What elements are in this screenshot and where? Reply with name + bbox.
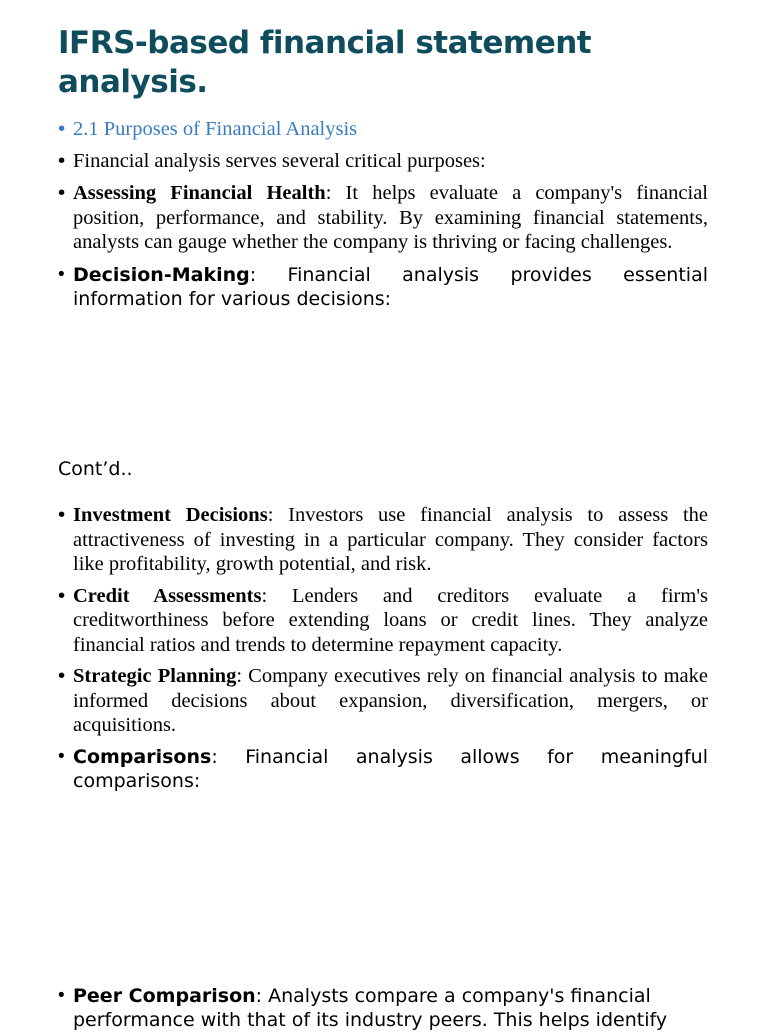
bullet-icon: • bbox=[58, 117, 66, 140]
item-term: Decision-Making bbox=[73, 263, 250, 286]
slide-1-bullet-list bbox=[58, 117, 708, 311]
item-term: Strategic Planning bbox=[73, 665, 237, 687]
bullet-icon: • bbox=[58, 181, 66, 204]
subheading-text: 2.1 Purposes of Financial Analysis bbox=[73, 118, 358, 140]
item-text: : It helps evaluate a company's financial position, performance, and stability. By examining financial statements, analysts can gauge whether the company is thriving or facing challenges. bbox=[73, 182, 709, 253]
list-item-intro bbox=[58, 149, 708, 174]
item-text: : Company executives rely on financial analysis to make informed decisions about expansion, diversification, mergers, or acquisitions. bbox=[73, 665, 708, 736]
bullet-icon: • bbox=[58, 583, 66, 607]
item-text: : Analysts compare a company's financial performance with that of its industry peers. This helps identify bbox=[73, 985, 668, 1031]
list-item-subheading bbox=[58, 117, 708, 142]
list-item-investment-decisions bbox=[58, 503, 708, 577]
item-text: : Financial analysis allows for meaningful comparisons: bbox=[73, 745, 708, 792]
bullet-icon: • bbox=[58, 503, 66, 526]
continued-heading: Cont’d.. bbox=[58, 458, 133, 480]
item-term: Peer Comparison bbox=[73, 985, 256, 1007]
bullet-icon: • bbox=[58, 664, 66, 687]
slide-2-bullet-list bbox=[58, 503, 708, 793]
item-term: Investment Decisions bbox=[73, 504, 268, 526]
list-item-comparisons bbox=[58, 745, 708, 793]
item-text: : Investors use financial analysis to assess the attractiveness of investing in a particular company. They consider factors like profitability, growth potential, and risk. bbox=[73, 504, 709, 575]
list-item-decision-making bbox=[58, 263, 708, 311]
bullet-icon: • bbox=[58, 148, 66, 172]
item-text: : Lenders and creditors evaluate a firm's creditworthiness before extending loans or credit lines. They analyze financial ratios and trends to determine repayment capacity. bbox=[73, 584, 709, 656]
item-term: Credit Assessments bbox=[73, 584, 262, 607]
list-item-strategic-planning bbox=[58, 664, 708, 738]
list-item-credit-assessments bbox=[58, 584, 708, 658]
item-text: : Financial analysis provides essential information for various decisions: bbox=[73, 263, 708, 310]
bullet-icon: • bbox=[58, 263, 65, 285]
list-item-peer-comparison bbox=[58, 984, 708, 1032]
list-item-financial-health bbox=[58, 181, 708, 255]
slide-title: IFRS-based financial statement analysis. bbox=[58, 25, 592, 100]
item-term: Comparisons bbox=[73, 745, 212, 768]
item-term: Assessing Financial Health bbox=[73, 182, 326, 204]
slide-2-trailing-list bbox=[58, 984, 708, 1032]
bullet-icon: • bbox=[58, 745, 65, 767]
bullet-icon: • bbox=[58, 985, 65, 1006]
intro-text: Financial analysis serves several critical purposes: bbox=[73, 149, 486, 172]
